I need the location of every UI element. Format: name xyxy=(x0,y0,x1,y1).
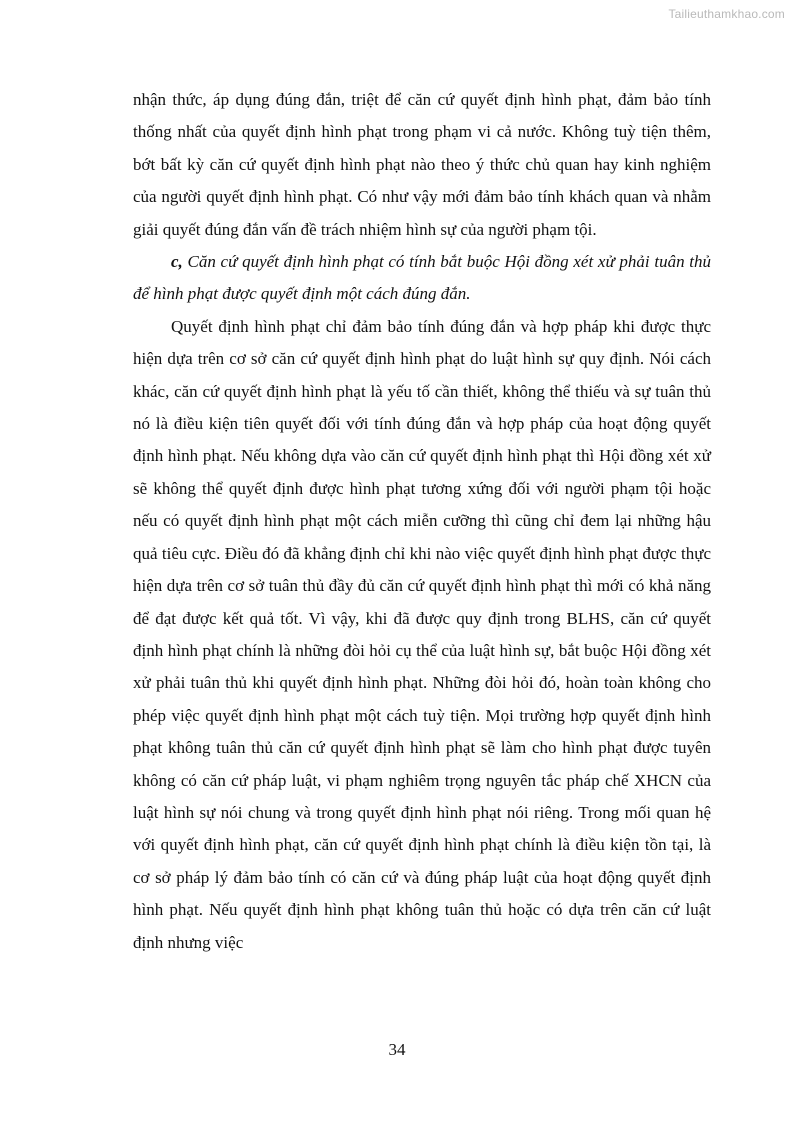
site-watermark: Tailieuthamkhao.com xyxy=(668,7,785,21)
paragraph-continuation: nhận thức, áp dụng đúng đắn, triệt để căn cứ quyết định hình phạt, đảm bảo tính thống nhất của quyết định hình phạt trong phạm vi cả nước. Không tuỳ tiện thêm, bớt bất kỳ căn cứ quyết định hình phạt nào theo ý thức chủ quan hay kinh nghiệm của người quyết định hình phạt. Có như vậy mới đảm bảo tính khách quan và nhằm giải quyết đúng đắn vấn đề trách nhiệm hình sự của người phạm tội. xyxy=(133,90,711,239)
section-heading-c xyxy=(133,246,711,311)
section-heading-text: Căn cứ quyết định hình phạt có tính bắt buộc Hội đồng xét xử phải tuân thủ để hình phạt được quyết định một cách đúng đắn. xyxy=(133,252,711,304)
document-body xyxy=(133,84,711,959)
paragraph-main: Quyết định hình phạt chỉ đảm bảo tính đúng đắn và hợp pháp khi được thực hiện dựa trên cơ sở căn cứ quyết định hình phạt do luật hình sự quy định. Nói cách khác, căn cứ quyết định hình phạt là yếu tố cần thiết, không thể thiếu và sự tuân thủ nó là điều kiện tiên quyết đối với tính đúng đắn và hợp pháp của hoạt động quyết định hình phạt. Nếu không dựa vào căn cứ quyết định hình phạt thì Hội đồng xét xử sẽ không thể quyết định được hình phạt tương xứng đối với người phạm tội hoặc nếu có quyết định hình phạt một cách miễn cưỡng thì cũng chỉ đem lại những hậu quả tiêu cực. Điều đó đã khẳng định chỉ khi nào việc quyết định hình phạt được thực hiện dựa trên cơ sở tuân thủ đầy đủ căn cứ quyết định hình phạt thì mới có khả năng để đạt được kết quả tốt. Vì vậy, khi đã được quy định trong BLHS, căn cứ quyết định hình phạt chính là những đòi hỏi cụ thể của luật hình sự, bắt buộc Hội đồng xét xử phải tuân thủ khi quyết định hình phạt. Những đòi hỏi đó, hoàn toàn không cho phép việc quyết định hình phạt một cách tuỳ tiện. Mọi trường hợp quyết định hình phạt không tuân thủ căn cứ quyết định hình phạt sẽ làm cho hình phạt được tuyên không có căn cứ pháp luật, vi phạm nghiêm trọng nguyên tắc pháp chế XHCN của luật hình sự nói chung và trong quyết định hình phạt nói riêng. Trong mối quan hệ với quyết định hình phạt, căn cứ quyết định hình phạt chính là điều kiện tồn tại, là cơ sở pháp lý đảm bảo tính có căn cứ và đúng pháp luật của hoạt động quyết định hình phạt. Nếu quyết định hình phạt không tuân thủ hoặc có dựa trên căn cứ luật định nhưng việc xyxy=(133,316,711,952)
section-marker: c, xyxy=(171,252,183,272)
page-number: 34 xyxy=(388,1040,406,1059)
